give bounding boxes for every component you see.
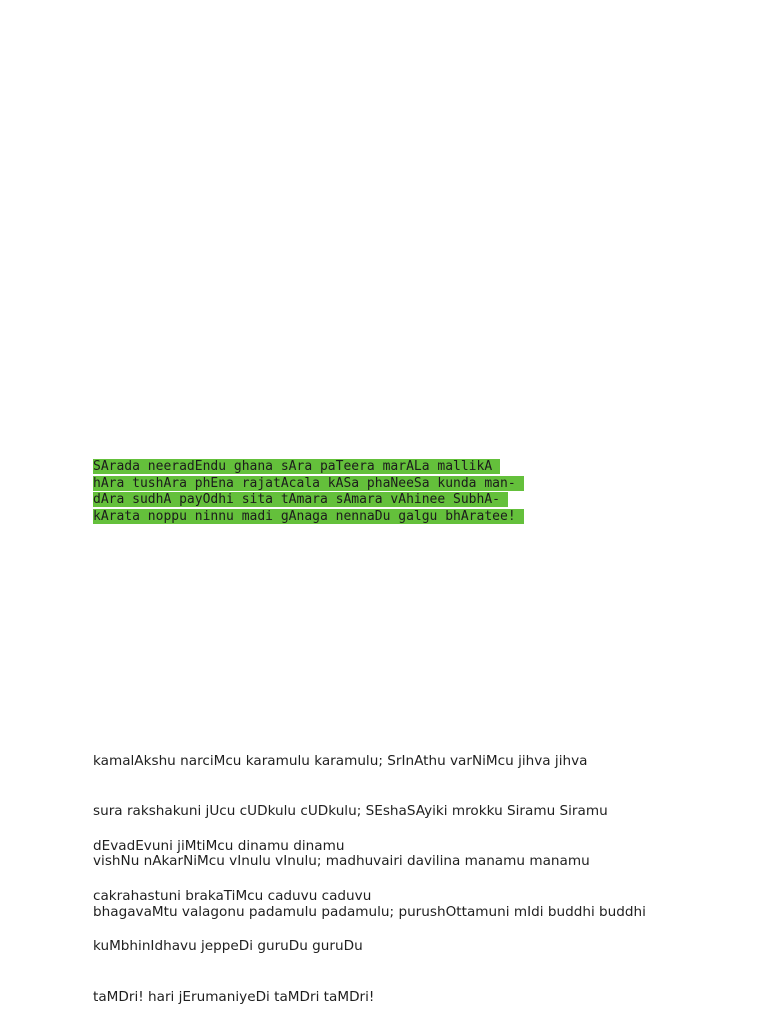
- verse-devadevuni: [93, 804, 374, 1022]
- verse-line: dEvadEvuni jiMtiMcu dinamu dinamu: [93, 837, 345, 854]
- verse-line: kamalAkshu narciMcu karamulu karamulu; SrInAthu varNiMcu jihva jihva: [93, 752, 588, 769]
- verse-line: bhagavaMtu valagonu padamulu padamulu; purushOttamuni mIdi buddhi buddhi: [93, 903, 646, 920]
- verse-line: vishNu nAkarNiMcu vInulu vInulu; madhuvairi davilina manamu manamu: [93, 853, 590, 870]
- verse-line: taMDri! hari jErumaniyeDi taMDri taMDri!: [93, 988, 375, 1005]
- highlighted-line: dAra sudhA payOdhi sita tAmara sAmara vAhinee SubhA-: [93, 492, 524, 509]
- highlighted-line: SArada neeradEndu ghana sAra paTeera marALa mallikA: [93, 459, 524, 476]
- verse-line: sura rakshakuni jUcu cUDkulu cUDkulu; SEshaSAyiki mrokku Siramu Siramu: [93, 802, 608, 819]
- highlighted-line: kArata noppu ninnu madi gAnaga nennaDu galgu bhAratee!: [93, 509, 524, 526]
- highlighted-transliteration: [93, 459, 524, 525]
- verse-line: kuMbhinIdhavu jeppeDi guruDu guruDu: [93, 938, 363, 955]
- verse-line: cakrahastuni brakaTiMcu caduvu caduvu: [93, 887, 372, 904]
- highlighted-line: hAra tushAra phEna rajatAcala kASa phaNeeSa kunda man-: [93, 476, 524, 493]
